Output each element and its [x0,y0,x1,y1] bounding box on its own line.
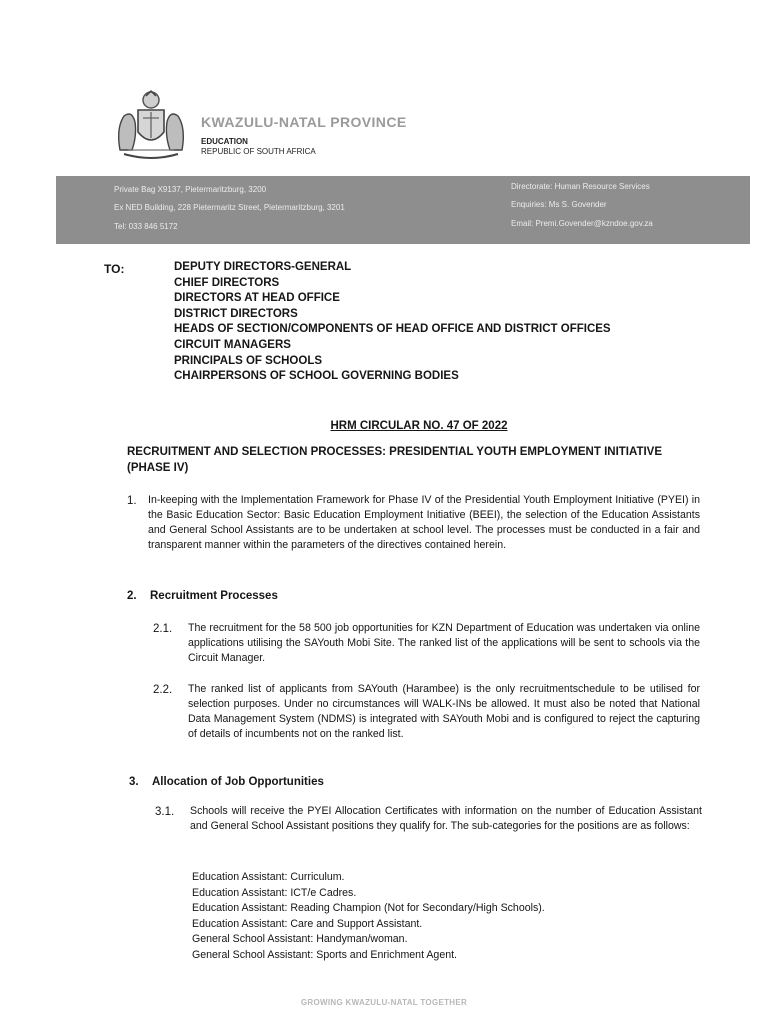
section-number: 2. [127,590,137,602]
coat-of-arms-logo [110,88,192,162]
circular-number: HRM CIRCULAR NO. 47 OF 2022 [330,420,508,432]
province-name: KWAZULU-NATAL PROVINCE [201,114,407,130]
recipient-item: CHIEF DIRECTORS [174,276,280,289]
department-name: EDUCATION [201,137,248,146]
circular-subject: RECRUITMENT AND SELECTION PROCESSES: PRESIDENTIAL YOUTH EMPLOYMENT INITIATIVE (PHASE IV) [127,446,663,474]
street-address: Ex NED Building, 228 Pietermaritz Street, Pietermaritzburg, 3201 [114,203,345,212]
circular-number-row [0,416,768,434]
letterhead-contact-band [56,176,750,244]
paragraph-3-1: Schools will receive the PYEI Allocation Certificates with information on the number of Education Assistant and General School Assistant positions they qualify for. The sub-categories for the positions are as follows: [190,805,702,832]
enquiries-contact: Enquiries: Ms S. Govender [511,200,607,209]
recipient-item: PRINCIPALS OF SCHOOLS [174,354,323,367]
subcategory-item: Education Assistant: Reading Champion (Not for Secondary/High Schools). [192,902,545,914]
subcategory-item: General School Assistant: Sports and Enrichment Agent. [192,948,457,961]
recipient-item: CIRCUIT MANAGERS [174,338,291,351]
recipient-item: CHAIRPERSONS OF SCHOOL GOVERNING BODIES [174,370,459,383]
footer-slogan: GROWING KWAZULU-NATAL TOGETHER [300,998,468,1007]
paragraph-2-2: The ranked list of applicants from SAYouth (Harambee) is the only recruitmentschedule to be utilised for selection purposes. Under no circumstances will WALK-INs be allowed. It must also be noted that National Data Management System (NDMS) is integrated with SAYouth Mobi and is configured to reject the capturing of details of incumbents not on the ranked list. [188,683,700,740]
directorate: Directorate: Human Resource Services [511,182,650,191]
section-1-paragraph: In-keeping with the Implementation Framework for Phase IV of the Presidential Youth Employment Initiative (PYEI) in the Basic Education Sector: Basic Education Employment Initiative (BEEI), the selection of the Education Assistants and General School Assistants are to be undertaken at school level. The processes must be conducted in a fair and transparent manner within the parameters of the directives contained herein. [148,494,700,551]
postal-address: Private Bag X9137, Pietermaritzburg, 3200 [114,185,267,194]
subcategory-item: General School Assistant: Handyman/woman. [192,933,408,945]
section-heading: Allocation of Job Opportunities [152,776,324,788]
subcategory-item: Education Assistant: ICT/e Cadres. [192,886,357,899]
email-contact: Email: Premi.Govender@kzndoe.gov.za [511,219,653,228]
position-subcategories-list [192,870,545,963]
section-number: 1. [127,495,137,507]
section-heading: Recruitment Processes [150,590,278,602]
recipients-label: TO: [104,262,125,276]
paragraph-number: 3.1. [155,806,175,818]
paragraph-number: 2.2. [153,684,173,696]
subcategory-item: Education Assistant: Curriculum. [192,871,345,883]
paragraph-2-1: The recruitment for the 58 500 job opportunities for KZN Department of Education was undertaken via online applications utilising the SAYouth Mobi Site. The ranked list of the applications will be sent to schools via the Circuit Manager. [188,622,700,664]
recipient-item: DEPUTY DIRECTORS-GENERAL [174,261,352,273]
paragraph-number: 2.1. [153,623,173,635]
recipients-list [174,260,611,385]
country-name: REPUBLIC OF SOUTH AFRICA [201,147,316,156]
subcategory-item: Education Assistant: Care and Support Assistant. [192,917,423,930]
section-number: 3. [129,776,139,788]
recipient-item: DIRECTORS AT HEAD OFFICE [174,292,340,305]
recipient-item: HEADS OF SECTION/COMPONENTS OF HEAD OFFICE AND DISTRICT OFFICES [174,323,611,336]
recipient-item: DISTRICT DIRECTORS [174,307,298,320]
telephone: Tel: 033 846 5172 [114,222,178,231]
